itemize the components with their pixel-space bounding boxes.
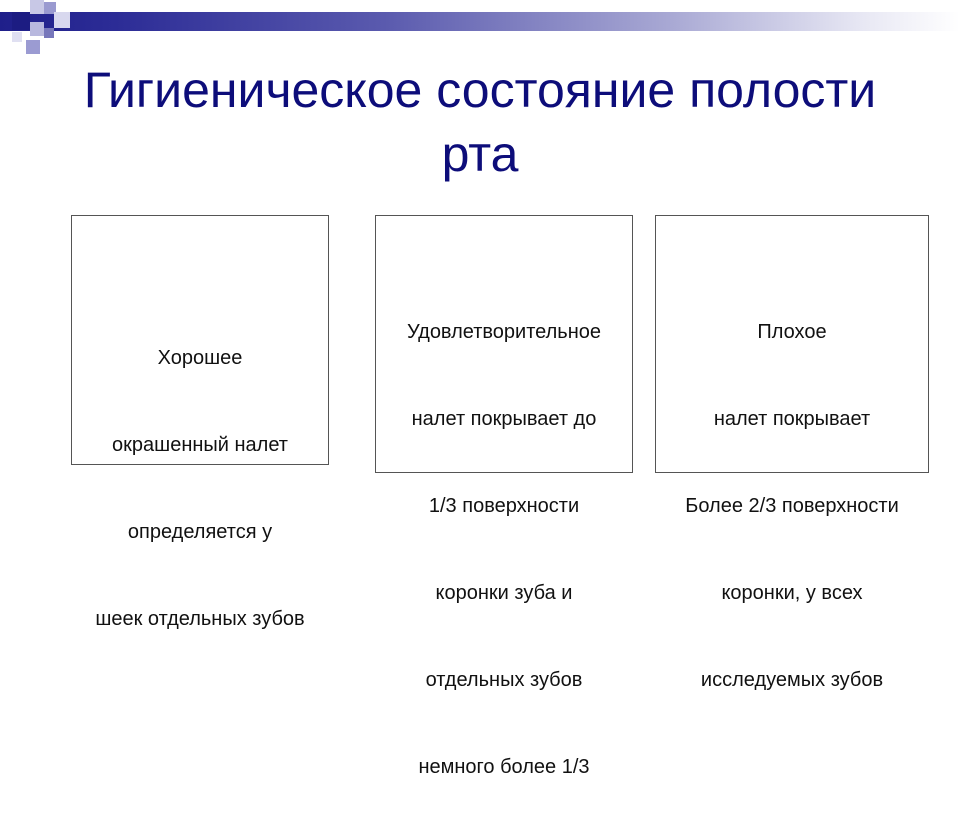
category-heading-good: Хорошее (157, 347, 243, 369)
category-line: отдельных зубов (425, 669, 583, 691)
category-line: окрашенный налет (112, 434, 288, 456)
category-line: налет покрывает до (411, 408, 597, 430)
header-gradient-bar (0, 12, 960, 31)
slide-title (40, 58, 920, 186)
category-line: 1/3 поверхности (428, 495, 580, 517)
category-box-satisfactory (375, 215, 633, 778)
category-box-satisfactory-text (376, 260, 632, 840)
category-box-good (71, 215, 329, 630)
category-line: шеек отдельных зубов (95, 608, 305, 630)
category-heading-satisfactory: Удовлетворительное (407, 321, 601, 343)
slide-title-line-1: Гигиеническое состояние полости (83, 62, 877, 118)
category-line: исследуемых зубов (700, 669, 884, 691)
category-line: коронки зуба и (435, 582, 573, 604)
category-heading-poor: Плохое (757, 321, 827, 343)
category-box-poor (655, 215, 929, 691)
category-line: немного более 1/3 (418, 756, 590, 778)
category-line: налет покрывает (713, 408, 871, 430)
category-line: коронки, у всех (721, 582, 863, 604)
category-box-poor-text (656, 260, 928, 753)
category-box-good-text (72, 286, 328, 692)
slide-title-line-2: рта (441, 126, 519, 182)
category-line: определяется у (127, 521, 273, 543)
decorative-squares-logo (0, 0, 80, 60)
category-line: Более 2/3 поверхности (685, 495, 899, 517)
